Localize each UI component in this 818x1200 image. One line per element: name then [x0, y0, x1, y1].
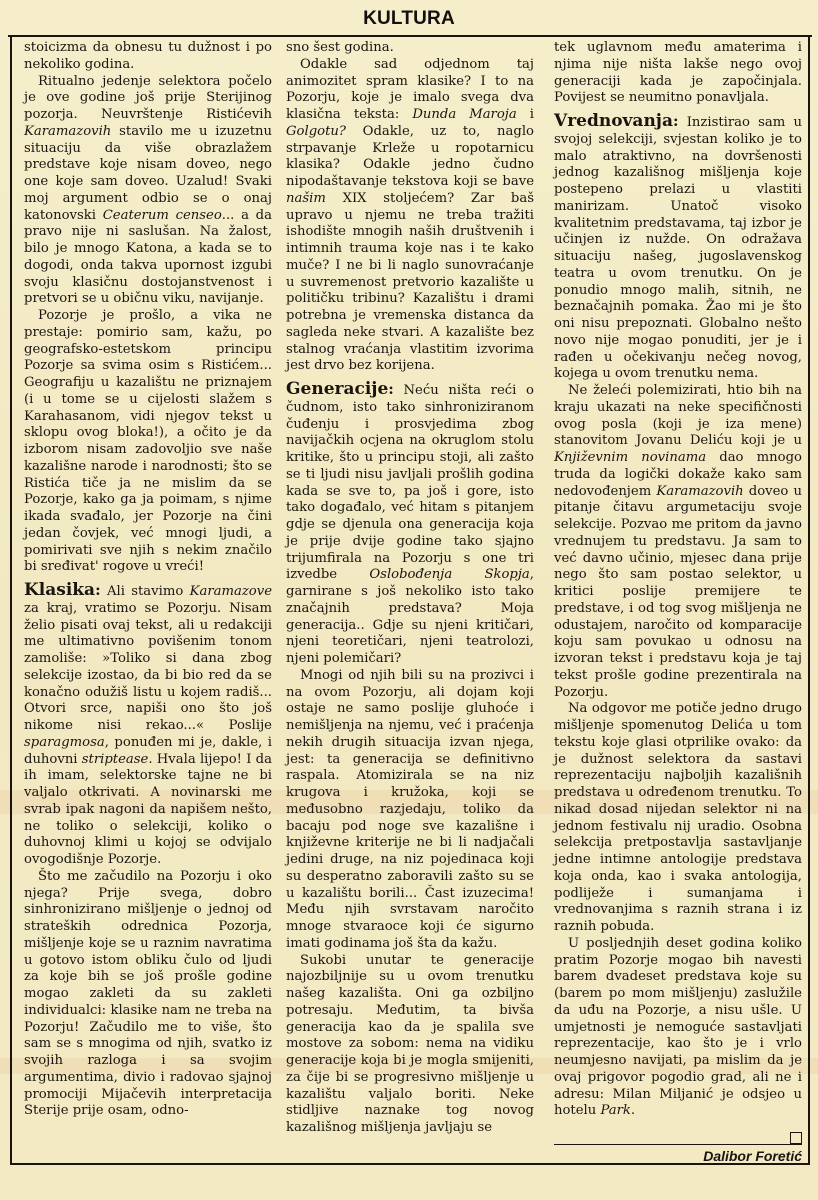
end-rule	[554, 1144, 802, 1145]
text-run: stavilo me u izuzetnu situaciju da više obrazlažem predstave koje nisam doveo, nego one koje sam doveo. Uzalud! Svaki moj argument odbio se o onaj katonovski	[24, 123, 272, 223]
text-run: doveo u pitanje čitavu argumetaciju svoje selekcije. Pozvao me pritom da javno vrednujem tu predstavu. Ja sam to već davno učinio, mjesec dana prije nego što sam postao selektor, u kritici poslije premijere te predstave, i od tog svog mišljenja ne odustajem, naročito od komparacije koju sam povukao u odnosu na izvoran tekst i predstavu koja je taj tekst prošle godine prezentirala na Pozorju.	[554, 483, 803, 700]
article-paragraph	[554, 383, 802, 701]
text-run: Sukobi unutar te generacije najozbiljnije su u ovom trenutku našeg kazališta. Oni ga ozbiljno potresaju. Međutim, ta bivša generacija kao da je spalila sve mostove za sobom: nema na vidiku generacije koja bi je mogla smijeniti, za čije bi se progresivno mišljenje u kazalištu valjalo boriti. Neke stidljive naznake tog novog kazališnog mišljenja javljaju se	[286, 952, 534, 1135]
section-paragraph	[24, 582, 272, 869]
section-heading: Klasika	[24, 580, 96, 600]
text-run: stoicizma da obnesu tu dužnost i po nekoliko godina.	[24, 40, 272, 72]
article-paragraph	[24, 74, 272, 309]
section-heading-colon: :	[672, 112, 679, 130]
section-heading: Vrednovanja	[554, 111, 673, 131]
italic-title: Dunda Maroja	[412, 107, 517, 122]
article-paragraph	[554, 936, 802, 1120]
section-paragraph	[286, 381, 534, 668]
section-header	[0, 8, 818, 34]
text-run: sno šest godina.	[286, 40, 394, 55]
article-paragraph	[24, 40, 272, 74]
italic-title: Ceaterum censeo	[102, 207, 222, 223]
text-run: Ritualno jedenje selektora počelo je ove godine još prije Sterijinog pozorja. Neuvrštenje Ristićevih	[24, 73, 272, 122]
text-run: Neću ništa reći o čudnom, isto tako sinhroniziranom čuđenju i prosvjedima zbog navijačkih ocjena na okruglom stolu kritike, što u principu stoji, ali zašto se ti ljudi nisu javljali prošlih godina kada se sve to, pa još i gore, isto tako događalo, već hitam s pitanjem gdje se djenula ona generacija koja je prije dvije godine tako sjajno trijumfirala na Pozorju s one tri izvedbe	[286, 383, 534, 583]
text-run: .	[630, 1103, 636, 1119]
article-column-2	[286, 40, 534, 1137]
end-mark-icon	[790, 1132, 802, 1144]
text-run: Na odgovor me potiče jedno drugo mišljenje spomenutog Delića u tom tekstu koje glasi otprilike ovako: da je dužnost selektora da sastavi reprezentaciju najboljih kazališnih predstava u određenom trenutku. To nikad dosad nijedan selektor ni na jednom festivalu nij uradio. Osobna selekcija pretpostavlja sastavljanje jedne intimne antologije predstava koja onda, kao i svaka antologija, podliježe i sumanjama i vrednovanjima s raznih strana i iz raznih pobuda.	[554, 701, 802, 934]
text-run: Inzistirao sam u svojoj selekciji, svjestan koliko je to malo atraktivno, na dovršenosti jednog kazališnog mišljenja koje postepeno prelazi u vlastiti manirizam. Unatoč visoko kvalitetnim predstavama, taj izbor je učinjen iz nužde. On odražava situaciju našeg, jugoslavenskog teatra u ovom trenutku. On je ponudio mnogo malih, sitnih, ne beznačajnih pomaka. Žao mi je što oni nisu prepoznati. Globalno nešto novo nije mogao ponuditi, jer je i rađen u očekivanju nečeg novog, kojega u ovom trenutku nema.	[554, 115, 802, 382]
article-paragraph	[286, 668, 534, 953]
text-run: Ali stavimo	[100, 584, 190, 599]
article-paragraph	[24, 869, 272, 1120]
italic-title: Književnim novinama	[554, 450, 707, 465]
text-run: Pozorje je prošlo, a vika ne prestaje: pomirio sam, kažu, po geografsko-estetskom principu Pozorje sa svima osim s Ristićem... Geografiju u kazalištu ne priznajem (i u tome se u cijelosti slažem s Karahasanom, vidi njegov tekst u sklopu ovog bloka!), a očito je da izborom nisam zadovoljio sve naše kazališne narode i narodnosti; što se Ristića tiče ja ne mislim da se Pozorje, kako ga ja poimam, s njime ikada svađalo, jer Pozorje na čini jedan čovjek, već mnogi ljudi, a pomirivati sve njih s nekim značilo bi sređivat' rogove u vreći!	[24, 308, 272, 575]
text-run: , ponuđen mi je, dakle, i duhovni	[24, 734, 272, 767]
section-heading-colon: :	[95, 581, 101, 599]
italic-title: Golgotu?	[286, 123, 346, 139]
text-run: Mnogi od njih bili su na prozivci i na ovom Pozorju, ali dojam koji ostaje ne samo poslije gluhoće i nemišljenja na njemu, već i praćenja nekih drugih situacija izvan njega, jest: ta generacija se definitivno raspala. Atomizirala se na niz krugova i kružoka, koji se međusobno razjedaju, toliko da bacaju pod noge sve kazališne i književne kriterije ne bi li nadjačali jedini druge, na niz pojedinaca koji su desperatno zaboravili zašto su se u kazalištu borili... Čast izuzecima! Među njih svrstavam naročito mnoge stvaraoce koji će sigurno imati godinama još šta da kažu.	[286, 667, 534, 951]
italic-title: Karamazove	[189, 584, 272, 599]
text-run: Odakle, uz to, naglo strpavanje Krleže u ropotarnicu klasika? Odakle jedno čudno nipodaštavanje tekstova koji se bave	[286, 123, 534, 189]
italic-title: sparagmosa	[24, 734, 105, 750]
text-run: ... a da pravo nije ni saslušan. Na žalost, bilo je mnogo Katona, a kada se to dogodi, onda takva upornost izgubi svoju klasičnu dostojanstvenost i pretvori se u običnu viku, navijanje.	[24, 207, 272, 307]
text-run: Što me začudilo na Pozorju i oko njega? Prije svega, dobro sinhronizirano mišljenje o jednoj od strateških odrednica Pozorja, mišljenje koje se u raznim navratima u gotovo istom obliku čulo od ljudi za koje bih se još prošle godine mogao zakleti da su zakleti individualci: klasike nam ne treba na Pozorju! Začudilo me to više, što sam se s mnogima od njih, svatko iz svojih razloga i sa svojim argumentima, divio i radovao sjajnoj promociji Mijačevih interpretacija Sterije prije osam, odno-	[24, 868, 272, 1119]
text-run: U posljednjih deset godina koliko pratim Pozorje mogao bih navesti barem dvadeset predstava koje su (barem po mom mišljenju) zaslužile da uđu na Pozorje, a nisu ušle. U umjetnosti je nemoguće sastavljati reprezentacije, kao što je i vrlo neumjesno navijati, pa mislim da je ovaj prigovor pogodio grad, ali ne i adresu: Milan Miljanić je odsjeo u hotelu	[554, 935, 802, 1119]
text-run: i	[516, 107, 534, 122]
text-run: XIX stoljećem? Zar baš upravo u njemu ne treba tražiti ishodište mnogih naših društvenih i intimnih trauma koje nas i te kako muče? I ne bi li naglo sunovraćanje u suvremenost pretvorio kazalište u političku tribinu? Kazalištu i drami potrebna je vremenska distanca da sagleda neke stvari. A kazalište bez stalnog vraćanja vlastitim izvorima jest drvo bez korijena.	[286, 190, 534, 374]
text-run: , garnirane s još nekoliko isto tako značajnih predstava? Moja generacija.. Gdje su njeni kritičari, njeni teoretičari, njeni teatrolozi, njeni polemičari?	[286, 567, 534, 666]
article-column-3	[554, 40, 802, 1120]
section-heading: Generacije	[286, 379, 389, 399]
text-run: za kraj, vratimo se Pozorju. Nisam želio pisati ovaj tekst, ali u redakciji me ultimativno povišenim tonom zamoliše: »Toliko si dana zbog selekcije izostao, da bi bio red da se konačno odužiš listu u kojem radiš... Otvori srce, napiši ono što još nikome nisi rekao...« Poslije	[24, 600, 272, 733]
article-paragraph	[554, 701, 802, 936]
text-run: . Hvala lijepo! I da ih imam, selektorske tajne ne bi valjalo otkrivati. A novinarski me svrab ipak nagoni da napišem nešto, ne toliko o selekciji, koliko o duhovnoj klimi u kojoj se odvijalo ovogodišnje Pozorje.	[24, 751, 272, 867]
italic-title: Karamazovih	[24, 123, 112, 139]
section-title: KULTURA	[363, 8, 455, 29]
section-paragraph	[554, 113, 802, 383]
article-column-1	[24, 40, 272, 1120]
section-heading-colon: :	[388, 380, 394, 398]
article-paragraph	[554, 40, 802, 107]
author-byline: Dalibor Foretić	[703, 1148, 802, 1164]
text-run: tek uglavnom među amaterima i njima nije ništa lakše nego ovoj generaciji kada je započinjala. Povijest se neumitno ponavljala.	[554, 40, 802, 106]
article-paragraph	[286, 953, 534, 1137]
article-paragraph	[24, 308, 272, 576]
italic-title: striptease	[81, 751, 149, 767]
italic-title: našim	[286, 190, 326, 206]
text-run: dao mnogo truda da logički dokaže kako sam nedovođenjem	[554, 450, 802, 499]
article-paragraph	[286, 40, 534, 57]
article-paragraph	[286, 57, 534, 375]
text-run: Ne želeći polemizirati, htio bih na kraju ukazati na neke specifičnosti ovog posla (koji je iza mene) stanovitom Jovanu Deliću koji je u	[554, 383, 802, 449]
text-run: Odakle sad odjednom taj animozitet spram klasike? I to na Pozorju, koje je imalo svega dva klasična teksta:	[286, 56, 534, 122]
italic-title: Karamazovih	[656, 483, 744, 499]
italic-title: Oslobođenja Skopja	[369, 567, 530, 583]
italic-title: Park	[600, 1103, 631, 1119]
